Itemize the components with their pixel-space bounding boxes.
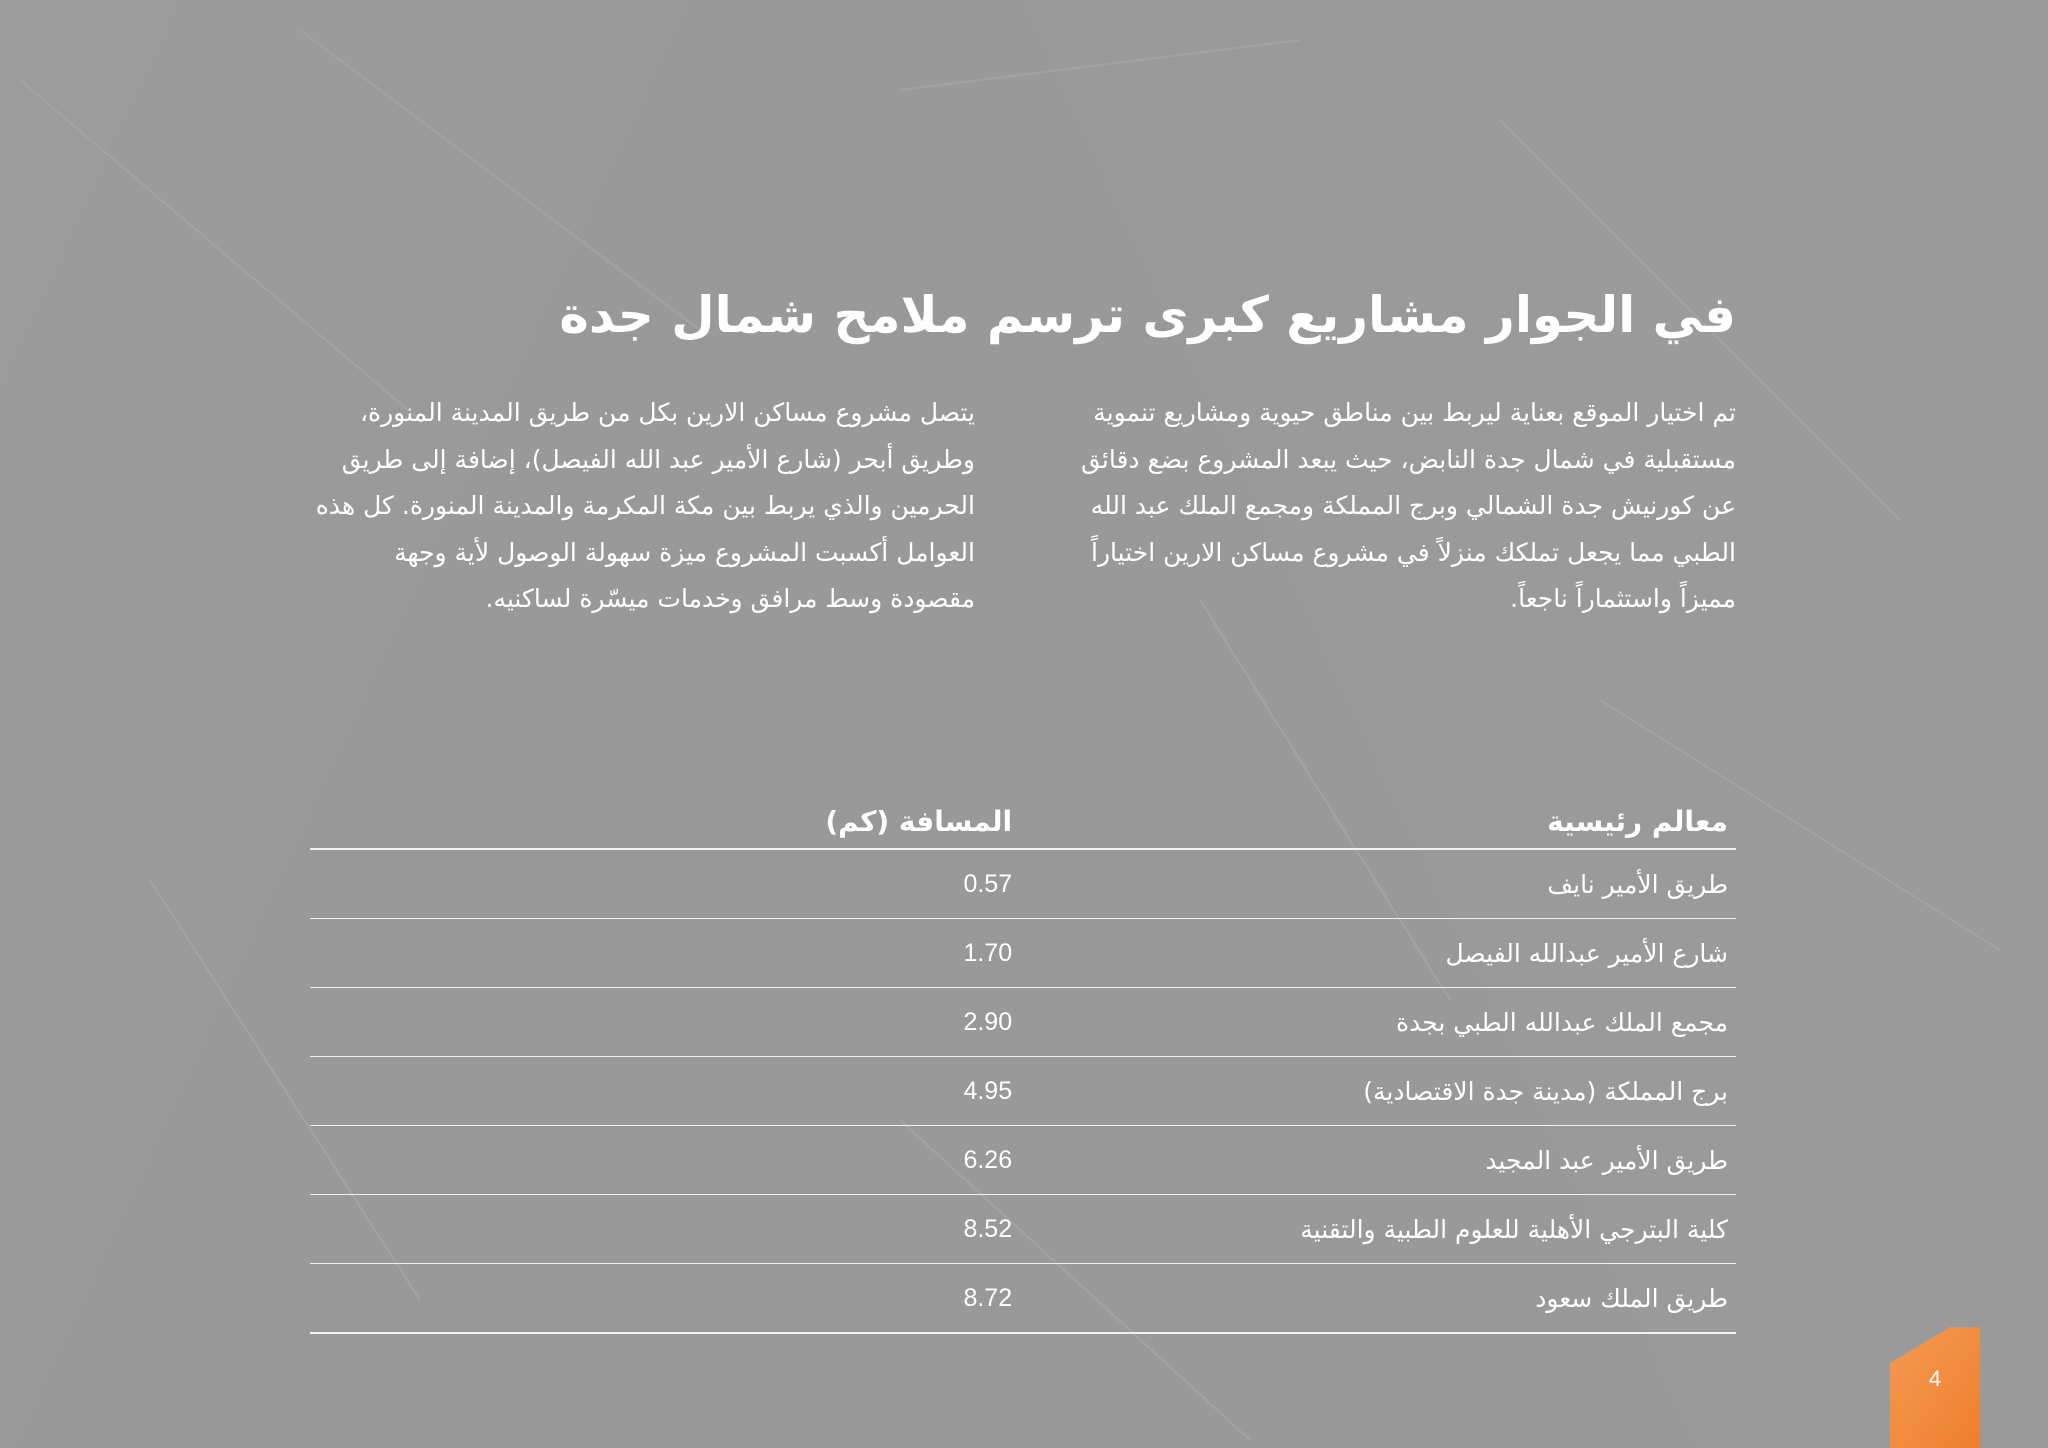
table-row [310,1057,1736,1126]
header-landmark: معالم رئيسية [1020,770,1736,849]
paragraph-right [1071,390,1736,623]
landmark-cell: طريق الملك سعود [1020,1264,1736,1334]
page-title: في الجوار مشاريع كبرى ترسم ملامح شمال جدة [559,286,1736,344]
distance-cell: 2.90 [310,988,1020,1057]
table-row [310,1195,1736,1264]
distance-cell: 6.26 [310,1126,1020,1195]
landmark-cell: كلية البترجي الأهلية للعلوم الطبية والتقنية [1020,1195,1736,1264]
distance-cell: 8.72 [310,1264,1020,1334]
landmark-cell: طريق الأمير عبد المجيد [1020,1126,1736,1195]
table-row [310,849,1736,919]
distance-cell: 4.95 [310,1057,1020,1126]
table-row [310,988,1736,1057]
landmark-cell: شارع الأمير عبدالله الفيصل [1020,919,1736,988]
table-row [310,1264,1736,1334]
distance-cell: 0.57 [310,849,1020,919]
table-row [310,919,1736,988]
paragraph-right-text: تم اختيار الموقع بعناية ليربط بين مناطق حيوية ومشاريع تنموية مستقبلية في شمال جدة النابض، حيث يبعد المشروع بضع دقائق عن كورنيش جدة الشمالي وبرج المملكة ومجمع الملك عبد الله الطبي مما يجعل تملكك منزلاً في مشروع مساكن الارين اختياراً مميزاً واستثماراً ناجعاً. [1081,398,1736,613]
page-number: 4 [1928,1366,1942,1391]
content-area [310,280,1736,1313]
paragraph-left-text: يتصل مشروع مساكن الارين بكل من طريق المدينة المنورة، وطريق أبحر (شارع الأمير عبد الله الفيصل)، إضافة إلى طريق الحرمين والذي يربط بين مكة المكرمة والمدينة المنورة. كل هذه العوامل أكسبت المشروع ميزة سهولة الوصول لأية وجهة مقصودة وسط مرافق وخدمات ميسّرة لساكنيه. [315,398,975,613]
header-distance: المسافة (كم) [310,770,1020,849]
distance-cell: 8.52 [310,1195,1020,1264]
landmark-cell: طريق الأمير نايف [1020,849,1736,919]
table-header-row [310,770,1736,849]
distance-cell: 1.70 [310,919,1020,988]
paragraph-left [310,390,975,623]
intro-columns [310,390,1736,623]
landmark-cell: برج المملكة (مدينة جدة الاقتصادية) [1020,1057,1736,1126]
landmarks-table [310,770,1736,1334]
table-row [310,1126,1736,1195]
landmark-cell: مجمع الملك عبدالله الطبي بجدة [1020,988,1736,1057]
